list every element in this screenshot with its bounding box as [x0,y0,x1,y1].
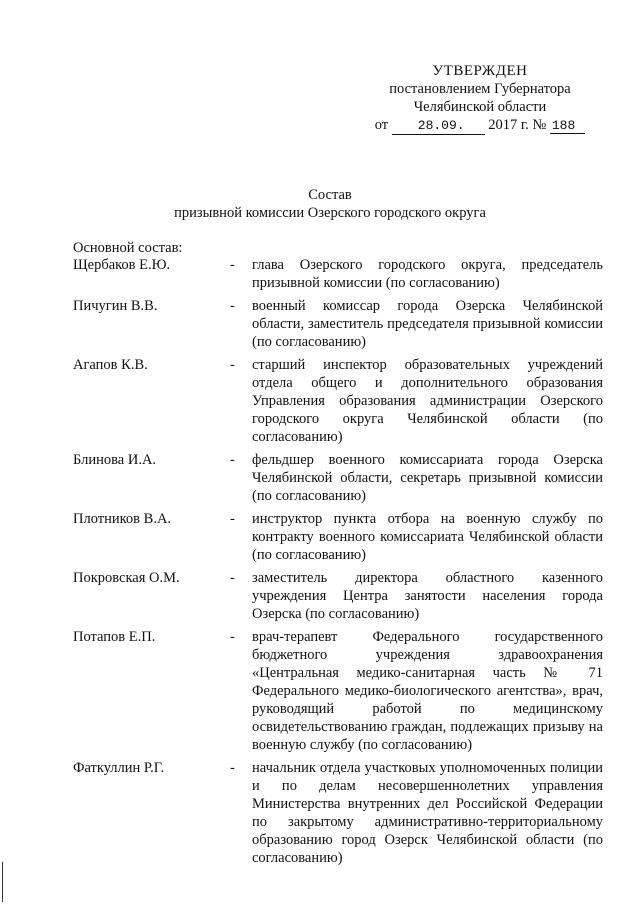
member-name: Покровская О.М. [73,570,180,586]
approval-block [360,62,600,135]
member-description: заместитель директора областного казенного учреждения Центра занятости населения города Озерска (по согласованию) [252,570,603,622]
heading-line-1: Состав [308,187,352,203]
approval-title: УТВЕРЖДЕН [432,63,528,79]
member-name: Фаткуллин Р.Г. [73,760,165,776]
member-dash: - [230,452,235,468]
approval-date-prefix: от [374,117,389,133]
approval-date-underline [392,116,485,135]
member-name: Щербаков Е.Ю. [73,257,171,273]
member-row [73,356,603,446]
section-label: Основной состав: [73,240,183,256]
member-row [73,569,603,623]
member-row [73,759,603,867]
approval-number-handwritten: 188 [550,118,585,134]
member-dash: - [230,629,235,645]
member-description: инструктор пункта отбора на военную службу по контракту военного комиссариата Челябинской области (по согласованию) [252,511,603,563]
approval-date-handwritten: 28.09. [417,118,465,133]
document-heading [0,186,640,222]
member-dash: - [230,298,235,314]
approval-year-text: 2017 г. № [488,117,547,133]
member-name: Агапов К.В. [73,357,148,373]
member-description: начальник отдела участковых уполномоченных полиции и по делам несовершеннолетних управления Министерства внутренних дел Российской Федерации по закрытому административно-территориальному образованию город Озерск Челябинской области (по согласованию) [252,760,603,866]
member-description: фельдшер военного комиссариата города Озерска Челябинской области, секретарь призывной комиссии (по согласованию) [252,452,603,504]
member-row [73,256,603,292]
member-description: глава Озерского городского округа, председатель призывной комиссии (по согласованию) [252,257,603,291]
member-dash: - [230,570,235,586]
member-description: старший инспектор образовательных учреждений отдела общего и дополнительного образования Управления образования администрации Озерского городского округа Челябинской области (по согласованию) [252,357,603,445]
page-edge-mark [2,862,3,902]
member-name: Плотников В.А. [73,511,172,527]
member-row [73,628,603,754]
member-name: Потапов Е.П. [73,629,156,645]
member-description: врач-терапевт Федерального государственного бюджетного учреждения здравоохранения «Центральная медико-санитарная часть № 71 Федерального медико-биологического агентства», врач, руководящий работой по медицинскому освидетельствованию граждан, подлежащих призыву на военную службу (по согласованию) [252,629,603,753]
approval-line-2: Челябинской области [413,99,547,115]
member-dash: - [230,760,235,776]
heading-line-2: призывной комиссии Озерского городского округа [174,205,486,221]
members-list [73,256,603,872]
member-description: военный комиссар города Озерска Челябинской области, заместитель председателя призывной комиссии (по согласованию) [252,298,603,350]
approval-date-line [360,116,600,135]
member-row [73,297,603,351]
member-row [73,510,603,564]
member-dash: - [230,257,235,273]
member-row [73,451,603,505]
approval-line-1: постановлением Губернатора [389,81,571,97]
member-dash: - [230,357,235,373]
member-dash: - [230,511,235,527]
member-name: Пичугин В.В. [73,298,158,314]
member-name: Блинова И.А. [73,452,157,468]
